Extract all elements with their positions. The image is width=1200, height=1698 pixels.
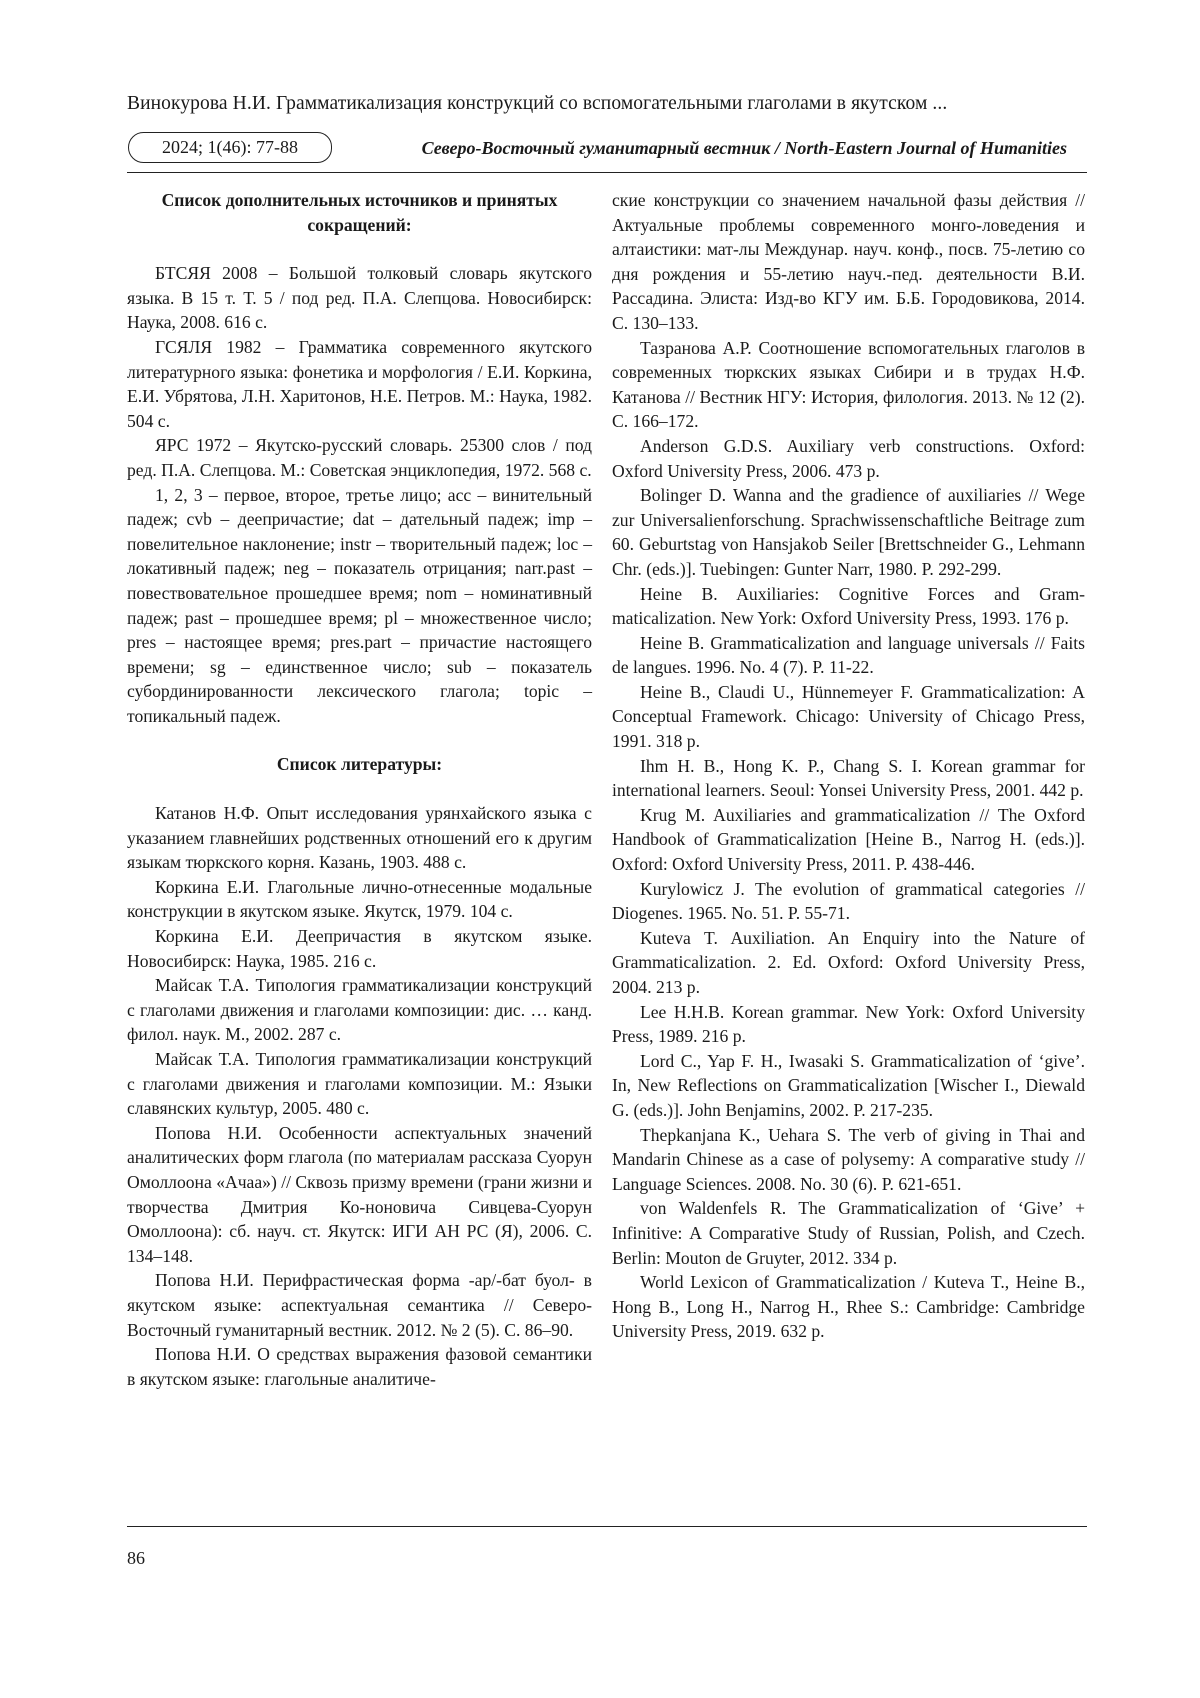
running-title: Винокурова Н.И. Грамматикализация конструкций со вспомогательными глаголами в якутском ... bbox=[127, 93, 948, 114]
source-entry: ЯРС 1972 – Якутско-русский словарь. 25300 слов / под ред. П.А. Слепцова. М.: Советская энциклопедия, 1972. 568 с. bbox=[127, 435, 592, 480]
reference-entry: Коркина Е.И. Деепричастия в якутском языке. Новосибирск: Наука, 1985. 216 с. bbox=[127, 926, 592, 971]
footer-divider bbox=[127, 1526, 1087, 1527]
reference-entry: von Waldenfels R. The Grammaticalization of ‘Give’ + Infinitive: A Comparative Study of Russian, Polish, and Czech. Berlin: Mouton de Gruyter, 2012. 334 p. bbox=[612, 1198, 1085, 1268]
reference-entry: Майсак Т.А. Типология грамматикализации конструкций с глаголами движения и глаголами композиции: дис. … канд. филол. наук. М., 2002. 287 с. bbox=[127, 975, 592, 1045]
reference-entry: Kuteva T. Auxiliation. An Enquiry into the Nature of Grammaticalization. 2. Ed. Oxford: Oxford University Press, 2004. 213 p. bbox=[612, 927, 1085, 997]
reference-entry: Lord C., Yap F. H., Iwasaki S. Grammaticalization of ‘give’. In, New Reflections on Grammaticalization [Wischer I., Diewald G. (eds.)]. John Benjamins, 2002. P. 217-235. bbox=[612, 1050, 1085, 1120]
reference-entry: Попова Н.И. Перифрастическая форма -ар/-бат буол- в якутском языке: аспектуальная семантика // Северо-Восточный гуманитарный вестник. 2012. № 2 (5). С. 86–90. bbox=[127, 1270, 592, 1340]
reference-entry: Попова Н.И. Особенности аспектуальных значений аналитических форм глагола (по материалам рассказа Суорун Омоллоона «Ачаа») // Сквозь призму времени (грани жизни и творчества Дмитрия Ко-ноновича Сивцева-Суорун Омоллоона): сб. науч. ст. Якутск: ИГИ АН РС (Я), 2006. С. 134–148. bbox=[127, 1122, 592, 1266]
reference-entry: World Lexicon of Grammaticalization / Kuteva T., Heine B., Hong B., Long H., Narrog H., Rhee S.: Cambridge: Cambridge University Press, 2019. 632 p. bbox=[612, 1272, 1085, 1342]
reference-entry: Krug M. Auxiliaries and grammaticalization // The Oxford Handbook of Grammaticalization [Heine B., Narrog H. (eds.)]. Oxford: Oxford University Press, 2011. P. 438-446. bbox=[612, 804, 1085, 875]
sources-heading: Список дополнительных источников и принятых сокращений: bbox=[161, 190, 558, 235]
reference-entry: Kurylowicz J. The evolution of grammatical categories // Diogenes. 1965. No. 51. P. 55-71. bbox=[612, 878, 1085, 924]
reference-entry: Катанов Н.Ф. Опыт исследования урянхайского языка с указанием главнейших родственных отношений его к другим языкам тюркского корня. Казань, 1903. 488 с. bbox=[127, 803, 592, 873]
reference-entry: Коркина Е.И. Глагольные лично-отнесенные модальные конструкции в якутском языке. Якутск, 1979. 104 с. bbox=[127, 876, 592, 922]
source-entry: БТСЯЯ 2008 – Большой толковый словарь якутского языка. В 15 т. Т. 5 / под ред. П.А. Слепцова. Новосибирск: Наука, 2008. 616 с. bbox=[127, 263, 592, 333]
reference-entry: Heine B., Claudi U., Hünnemeyer F. Grammaticalization: A Conceptual Framework. Chicago: University of Chicago Press, 1991. 318 p. bbox=[612, 681, 1085, 752]
reference-entry: Майсак Т.А. Типология грамматикализации конструкций с глаголами движения и глаголами композиции. М.: Языки славянских культур, 2005. 480 с. bbox=[127, 1049, 592, 1119]
reference-entry: Thepkanjana K., Uehara S. The verb of giving in Thai and Mandarin Chinese as a case of polysemy: A comparative study // Language Sciences. 2008. No. 30 (6). P. 621-651. bbox=[612, 1124, 1085, 1194]
abbreviations-list: 1, 2, 3 – первое, второе, третье лицо; acc – винительный падеж; cvb – деепричастие; dat – дательный падеж; imp – повелительное наклонение; instr – творительный падеж; loc – локативный падеж; neg – показатель отрицания; narr.past – повествовательное прошедшее время; nom – номинативный падеж; past – прошедшее время; pl – множественное число; pres – настоящее время; pres.part – причастие настоящего времени; sg – единственное число; sub – показатель субординированности лексического глагола; topic – топикальный падеж. bbox=[127, 484, 592, 726]
reference-entry: Heine B. Grammaticalization and language universals // Faits de langues. 1996. No. 4 (7). P. 11-22. bbox=[612, 632, 1085, 678]
reference-entry: Тазранова А.Р. Соотношение вспомогательных глаголов в современных тюркских языках Сибири и в трудах Н.Ф. Катанова // Вестник НГУ: История, филология. 2013. № 12 (2). С. 166–172. bbox=[612, 337, 1085, 432]
right-column bbox=[612, 188, 1085, 1344]
left-column bbox=[127, 188, 592, 1391]
reference-entry: Bolinger D. Wanna and the gradience of auxiliaries // Wege zur Universalienforschung. Sprachwissenschaftliche Beitrage zum 60. Geburtstag von Hansjakob Seiler [Brettschneider G., Lehmann Chr. (eds.)]. Tuebingen: Gunter Narr, 1980. P. 292-299. bbox=[612, 485, 1085, 579]
reference-entry: Lee H.H.B. Korean grammar. New York: Oxford University Press, 1989. 216 p. bbox=[612, 1001, 1085, 1047]
issue-badge: 2024; 1(46): 77-88 bbox=[128, 132, 332, 163]
literature-heading: Список литературы: bbox=[276, 754, 443, 775]
page-number: 86 bbox=[127, 1548, 145, 1568]
reference-entry: Попова Н.И. О средствах выражения фазовой семантики в якутском языке: глагольные аналитиче- bbox=[127, 1344, 592, 1389]
reference-entry: Heine B. Auxiliaries: Cognitive Forces and Grammaticalization. New York: Oxford University Press, 1993. 176 p. bbox=[612, 583, 1085, 629]
reference-entry-continuation: ские конструкции со значением начальной фазы действия // Актуальные проблемы современного монго-ловедения и алтаистики: мат-лы Междунар. науч. конф., посв. 75-летию со дня рождения и 55-летию науч.-пед. деятельности В.И. Рассадина. Элиста: Изд-во КГУ им. Б.Б. Городовикова, 2014. С. 130–133. bbox=[612, 190, 1085, 333]
reference-entry: Ihm H. B., Hong K. P., Chang S. I. Korean grammar for international learners. Seoul: Yonsei University Press, 2001. 442 p. bbox=[612, 755, 1085, 801]
journal-title: Северо-Восточный гуманитарный вестник / North-Eastern Journal of Humanities bbox=[421, 138, 1067, 158]
reference-entry: Anderson G.D.S. Auxiliary verb constructions. Oxford: Oxford University Press, 2006. 473 p. bbox=[612, 435, 1085, 481]
source-entry: ГСЯЛЯ 1982 – Грамматика современного якутского литературного языка: фонетика и морфология / Е.И. Коркина, Е.И. Убрятова, Л.Н. Харитонов, Н.Е. Петров. М.: Наука, 1982. 504 с. bbox=[127, 336, 592, 431]
header-divider bbox=[127, 172, 1087, 173]
